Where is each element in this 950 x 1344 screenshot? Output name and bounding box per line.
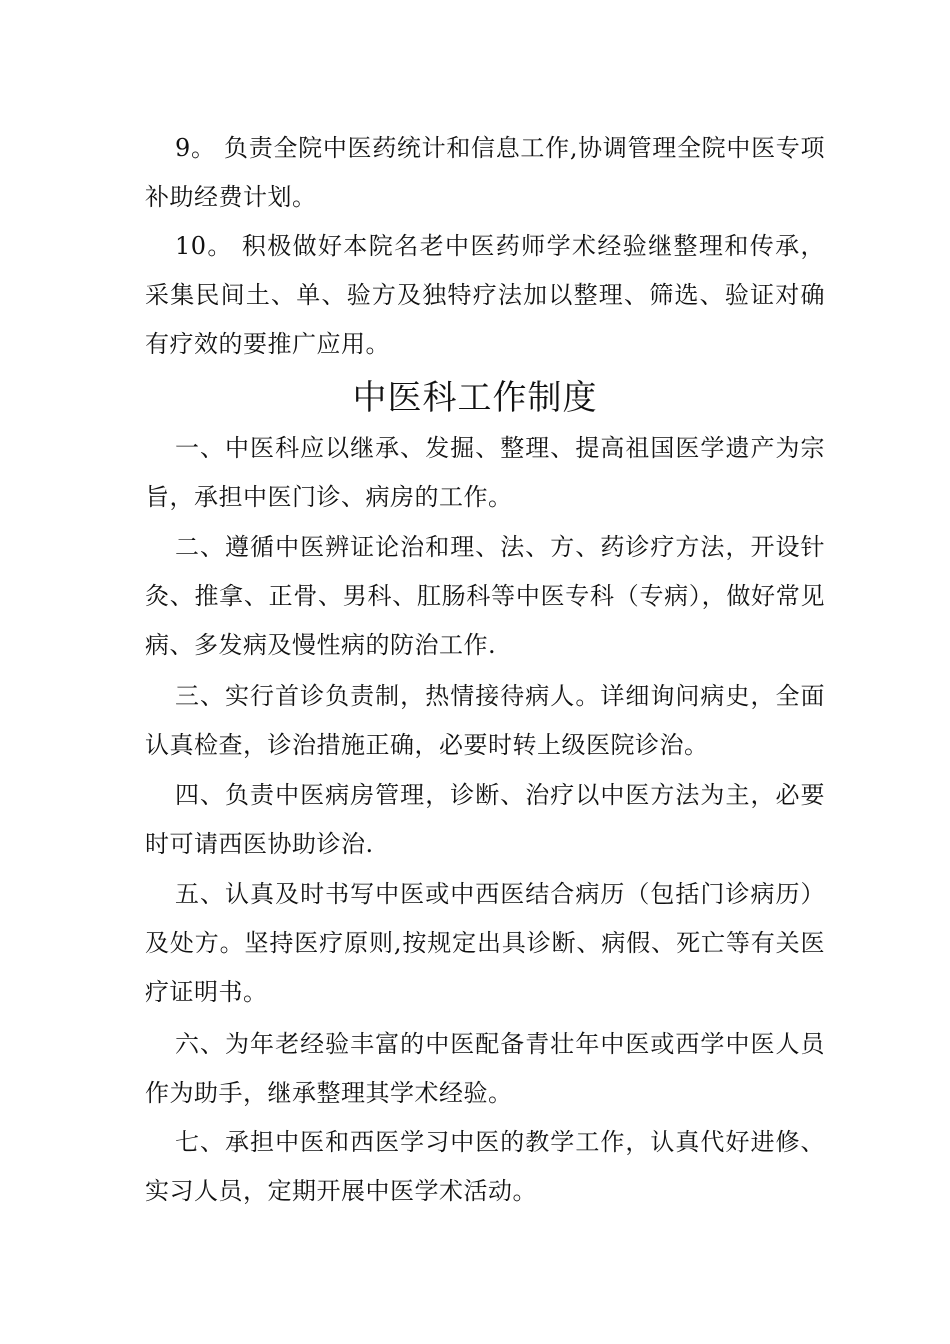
- rule-paragraph-3: 三、实行首诊负责制，热情接待病人。详细询问病史，全面认真检查，诊治措施正确，必要时转上级医院诊治。: [145, 682, 825, 759]
- rule-paragraph-5: 五、认真及时书写中医或中西医结合病历（包括门诊病历）及处方。坚持医疗原则,按规定出具诊断、病假、死亡等有关医疗证明书。: [145, 880, 825, 1006]
- rule-paragraph-6: 六、为年老经验丰富的中医配备青壮年中医或西学中医人员作为助手，继承整理其学术经验。: [145, 1030, 825, 1107]
- rule-paragraph-4: 四、负责中医病房管理，诊断、治疗以中医方法为主，必要时可请西医协助诊治.: [145, 781, 825, 858]
- section-title: 中医科工作制度: [352, 378, 598, 418]
- rule-paragraph-2: 二、遵循中医辨证论治和理、法、方、药诊疗方法，开设针灸、推拿、正骨、男科、肛肠科等中医专科（专病），做好常见病、多发病及慢性病的防治工作.: [145, 533, 825, 659]
- rule-paragraph-1: 一、中医科应以继承、发掘、整理、提高祖国医学遗产为宗旨，承担中医门诊、病房的工作。: [145, 434, 825, 511]
- intro-paragraph-10: 10。 积极做好本院名老中医药师学术经验继整理和传承，采集民间土、单、验方及独特疗法加以整理、筛选、验证对确有疗效的要推广应用。: [145, 232, 825, 358]
- rule-paragraph-7: 七、承担中医和西医学习中医的教学工作，认真代好进修、实习人员，定期开展中医学术活动。: [145, 1128, 825, 1205]
- intro-paragraph-9: 9。 负责全院中医药统计和信息工作,协调管理全院中医专项补助经费计划。: [145, 134, 825, 211]
